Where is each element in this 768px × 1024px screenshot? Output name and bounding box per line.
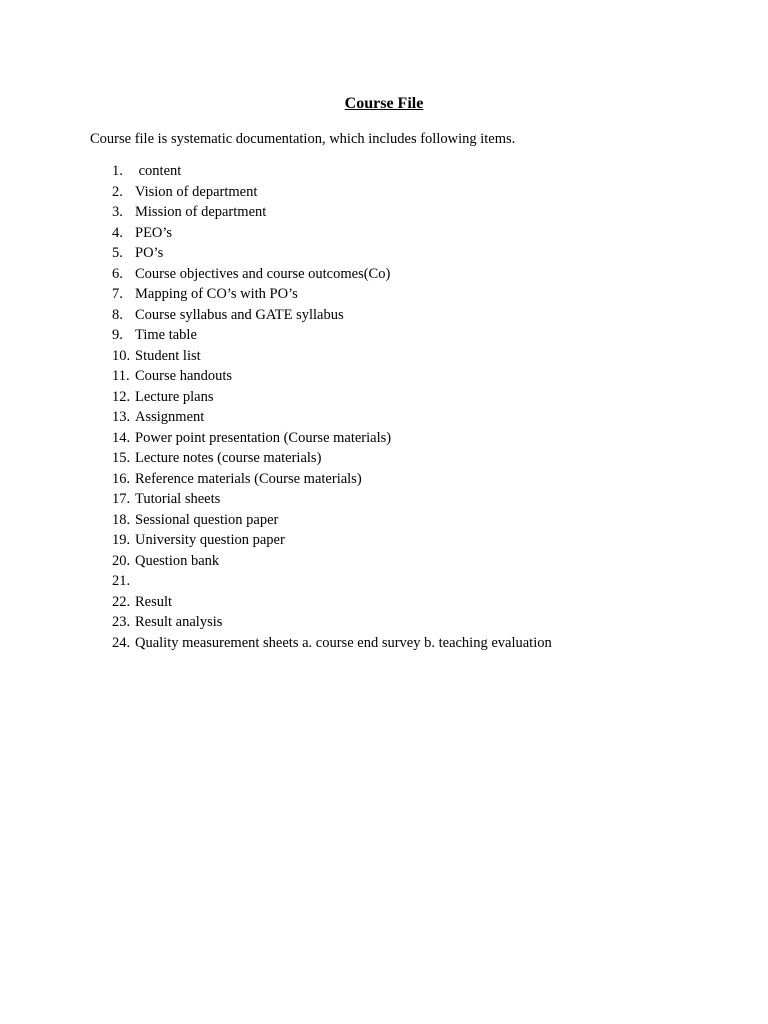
list-item-number: 4. bbox=[112, 224, 123, 241]
list-item-text: content bbox=[135, 163, 182, 179]
list-item-text: Mission of department bbox=[135, 204, 267, 220]
list-item-text: Course syllabus and GATE syllabus bbox=[135, 306, 344, 323]
list-item-number: 12. bbox=[112, 388, 131, 405]
list-item bbox=[112, 510, 552, 531]
list-item-number: 23. bbox=[112, 614, 131, 630]
list-item bbox=[112, 407, 552, 428]
list-item-number: 20. bbox=[112, 552, 131, 569]
list-item bbox=[112, 448, 552, 469]
list-item-number: 18. bbox=[112, 511, 131, 528]
list-item-number: 5. bbox=[112, 245, 123, 261]
list-item bbox=[112, 284, 552, 305]
list-item-text: Quality measurement sheets a. course end survey b. teaching evaluation bbox=[135, 634, 552, 651]
list-item bbox=[112, 612, 552, 633]
list-item-number: 3. bbox=[112, 204, 123, 220]
list-item bbox=[112, 366, 552, 387]
list-item-number: 22. bbox=[112, 593, 131, 610]
list-item bbox=[112, 305, 552, 326]
list-item-text: Result analysis bbox=[135, 614, 223, 630]
list-item-text: Mapping of CO’s with PO’s bbox=[135, 286, 298, 302]
list-item-text: Vision of department bbox=[135, 183, 258, 200]
list-item-number: 15. bbox=[112, 450, 131, 466]
list-item-text: Sessional question paper bbox=[135, 511, 279, 528]
list-item bbox=[112, 387, 552, 408]
list-item bbox=[112, 551, 552, 572]
list-item-number: 11. bbox=[112, 368, 130, 384]
list-item-text: Tutorial sheets bbox=[135, 491, 221, 507]
list-item bbox=[112, 243, 552, 264]
list-item-text: University question paper bbox=[135, 532, 285, 548]
list-item-text: Assignment bbox=[135, 409, 205, 425]
list-item-number: 21. bbox=[112, 573, 131, 589]
list-item bbox=[112, 489, 552, 510]
list-item-text: Student list bbox=[135, 347, 201, 364]
list-item-text: PEO’s bbox=[135, 224, 173, 241]
list-item bbox=[112, 202, 552, 223]
list-item-number: 14. bbox=[112, 429, 131, 446]
list-item bbox=[112, 223, 552, 244]
list-item-text: Result bbox=[135, 593, 173, 610]
list-item-text: PO’s bbox=[135, 245, 164, 261]
list-item-number: 1. bbox=[112, 163, 123, 179]
list-item bbox=[112, 182, 552, 203]
list-item bbox=[112, 325, 552, 346]
list-item-number: 9. bbox=[112, 327, 123, 343]
list-item-number: 13. bbox=[112, 409, 131, 425]
list-item-number: 8. bbox=[112, 306, 123, 323]
course-file-items-list bbox=[112, 161, 552, 653]
list-item-number: 19. bbox=[112, 532, 131, 548]
list-item-number: 2. bbox=[112, 183, 123, 200]
list-item-text: Reference materials (Course materials) bbox=[135, 470, 362, 487]
list-item bbox=[112, 469, 552, 490]
list-item-number: 24. bbox=[112, 634, 131, 651]
list-item bbox=[112, 346, 552, 367]
list-item bbox=[112, 571, 552, 592]
list-item-number: 16. bbox=[112, 470, 131, 487]
list-item bbox=[112, 264, 552, 285]
list-item bbox=[112, 428, 552, 449]
list-item bbox=[112, 530, 552, 551]
list-item-number: 7. bbox=[112, 286, 123, 302]
document-title: Course File bbox=[344, 95, 424, 112]
list-item bbox=[112, 592, 552, 613]
list-item-text: Lecture plans bbox=[135, 388, 214, 405]
list-item-text: Power point presentation (Course materials) bbox=[135, 429, 392, 446]
list-item-text: Time table bbox=[135, 327, 197, 343]
list-item-number: 10. bbox=[112, 347, 131, 364]
list-item-text: Question bank bbox=[135, 552, 220, 569]
list-item-number: 6. bbox=[112, 265, 123, 282]
list-item-text: Course objectives and course outcomes(Co) bbox=[135, 265, 391, 282]
list-item-text: Lecture notes (course materials) bbox=[135, 450, 322, 466]
list-item bbox=[112, 633, 552, 654]
intro-paragraph: Course file is systematic documentation, which includes following items. bbox=[90, 131, 516, 147]
list-item bbox=[112, 161, 552, 182]
list-item-number: 17. bbox=[112, 491, 131, 507]
list-item-text: Course handouts bbox=[135, 368, 233, 384]
